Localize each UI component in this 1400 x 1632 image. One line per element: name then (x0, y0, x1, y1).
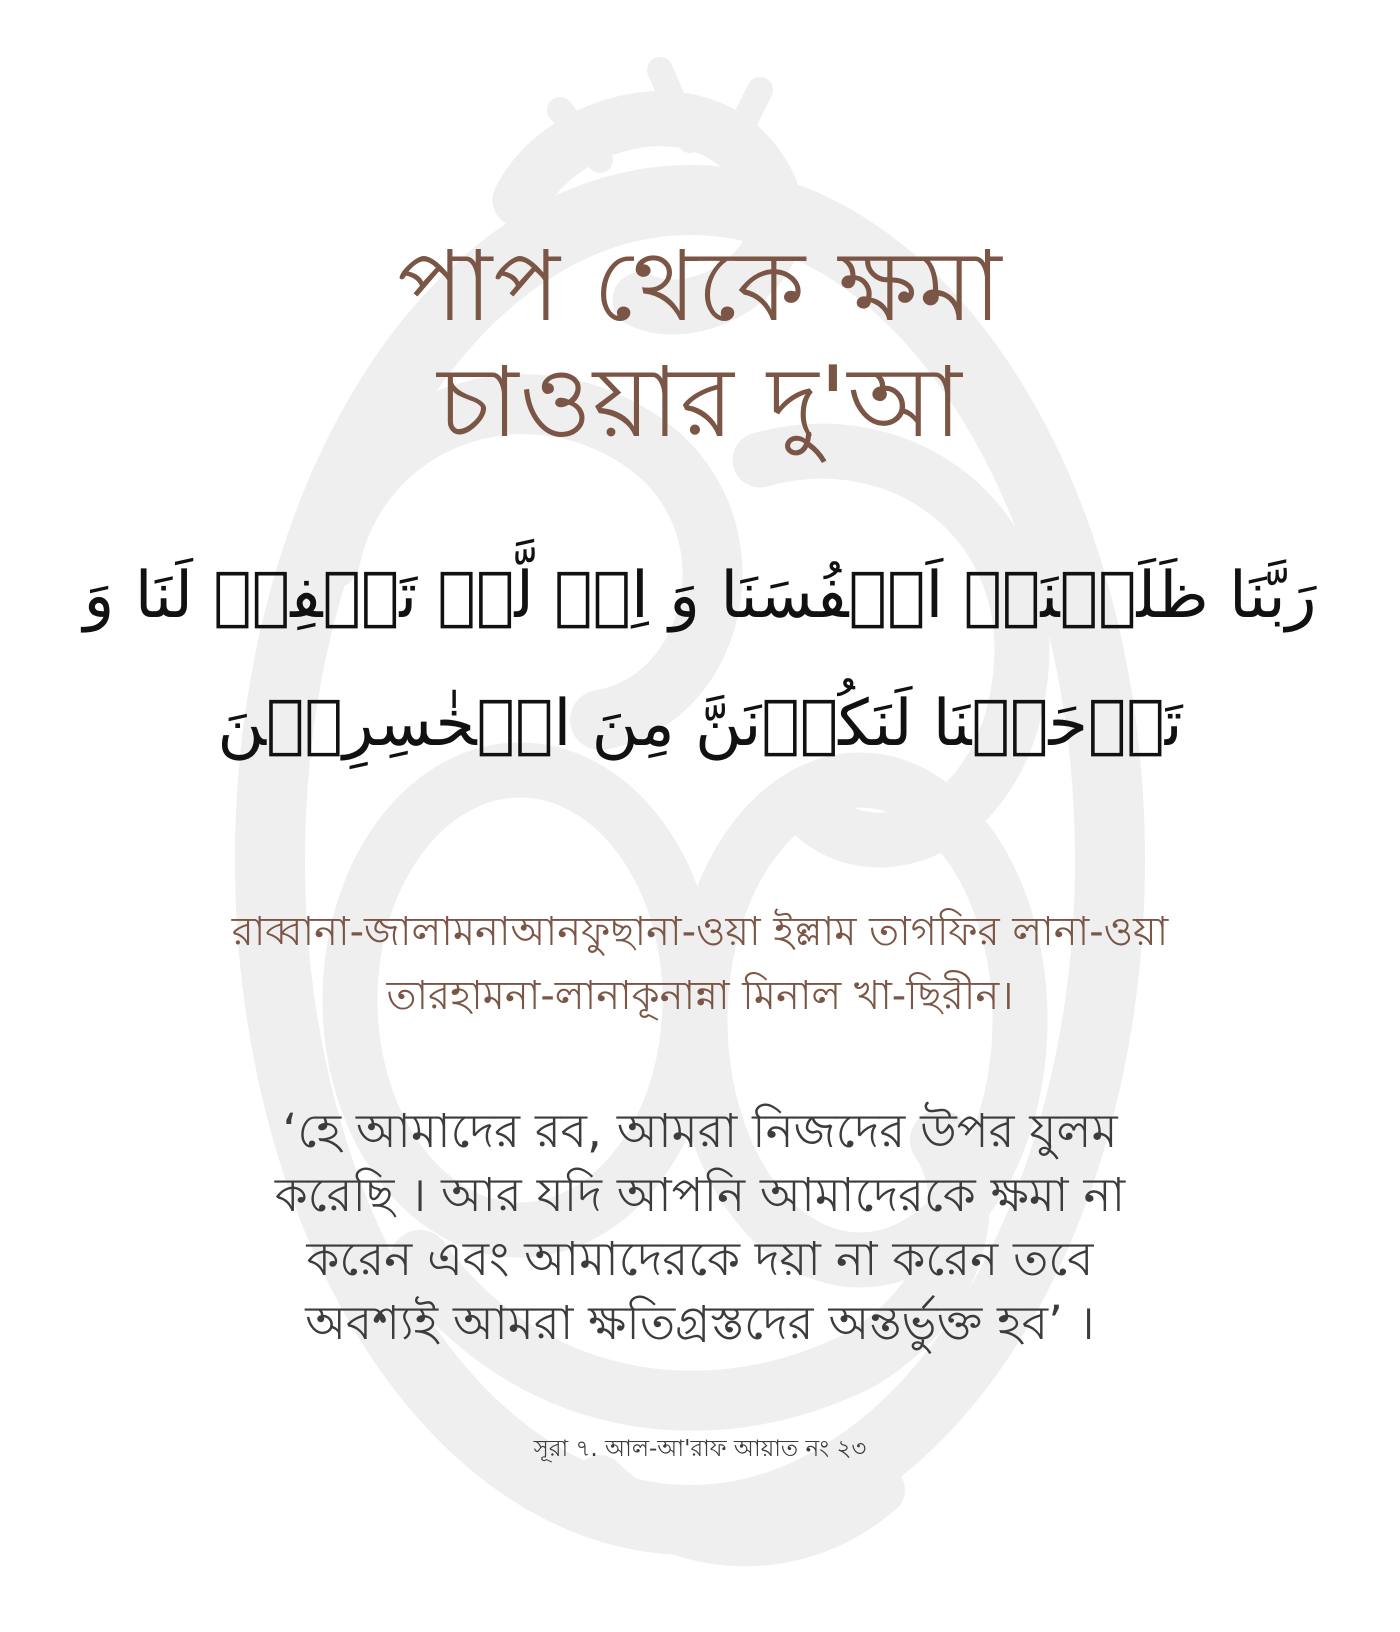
transliteration-line-1: রাব্বানা-জালামনাআনফুছানা-ওয়া ইল্লাম তাগফির লানা-ওয়া (231, 909, 1169, 955)
meaning-line-4: অবশ্যই আমরা ক্ষতিগ্রস্তদের অন্তর্ভুক্ত হব’ । (305, 1296, 1095, 1351)
meaning-line-3: করেন এবং আমাদেরকে দয়া না করেন তবে (306, 1232, 1094, 1287)
meaning-line-1: ‘হে আমাদের রব, আমরা নিজদের উপর যুলম (282, 1104, 1118, 1159)
title-line-1: পাপ থেকে ক্ষমা (397, 230, 1003, 344)
arabic-verse-line-1: رَبَّنَا ظَلَمۡنَاۤ اَنۡفُسَنَا وَ اِنۡ لَّمۡ تَغۡفِرۡ لَنَا وَ (83, 559, 1317, 633)
arabic-verse-line-2: تَرۡحَمۡنَا لَنَكُوۡنَنَّ مِنَ الۡخٰسِرِیۡنَ (217, 687, 1183, 761)
title-line-2: চাওয়ার দু'আ (437, 346, 963, 460)
verse-reference: সূরা ৭. আল-আ'রাফ আয়াত নং ২৩ (533, 1436, 867, 1462)
transliteration-line-2: তারহামনা-লানাকূনান্না মিনাল খা-ছিরীন। (386, 973, 1014, 1019)
meaning-line-2: করেছি । আর যদি আপনি আমাদেরকে ক্ষমা না (274, 1168, 1126, 1223)
